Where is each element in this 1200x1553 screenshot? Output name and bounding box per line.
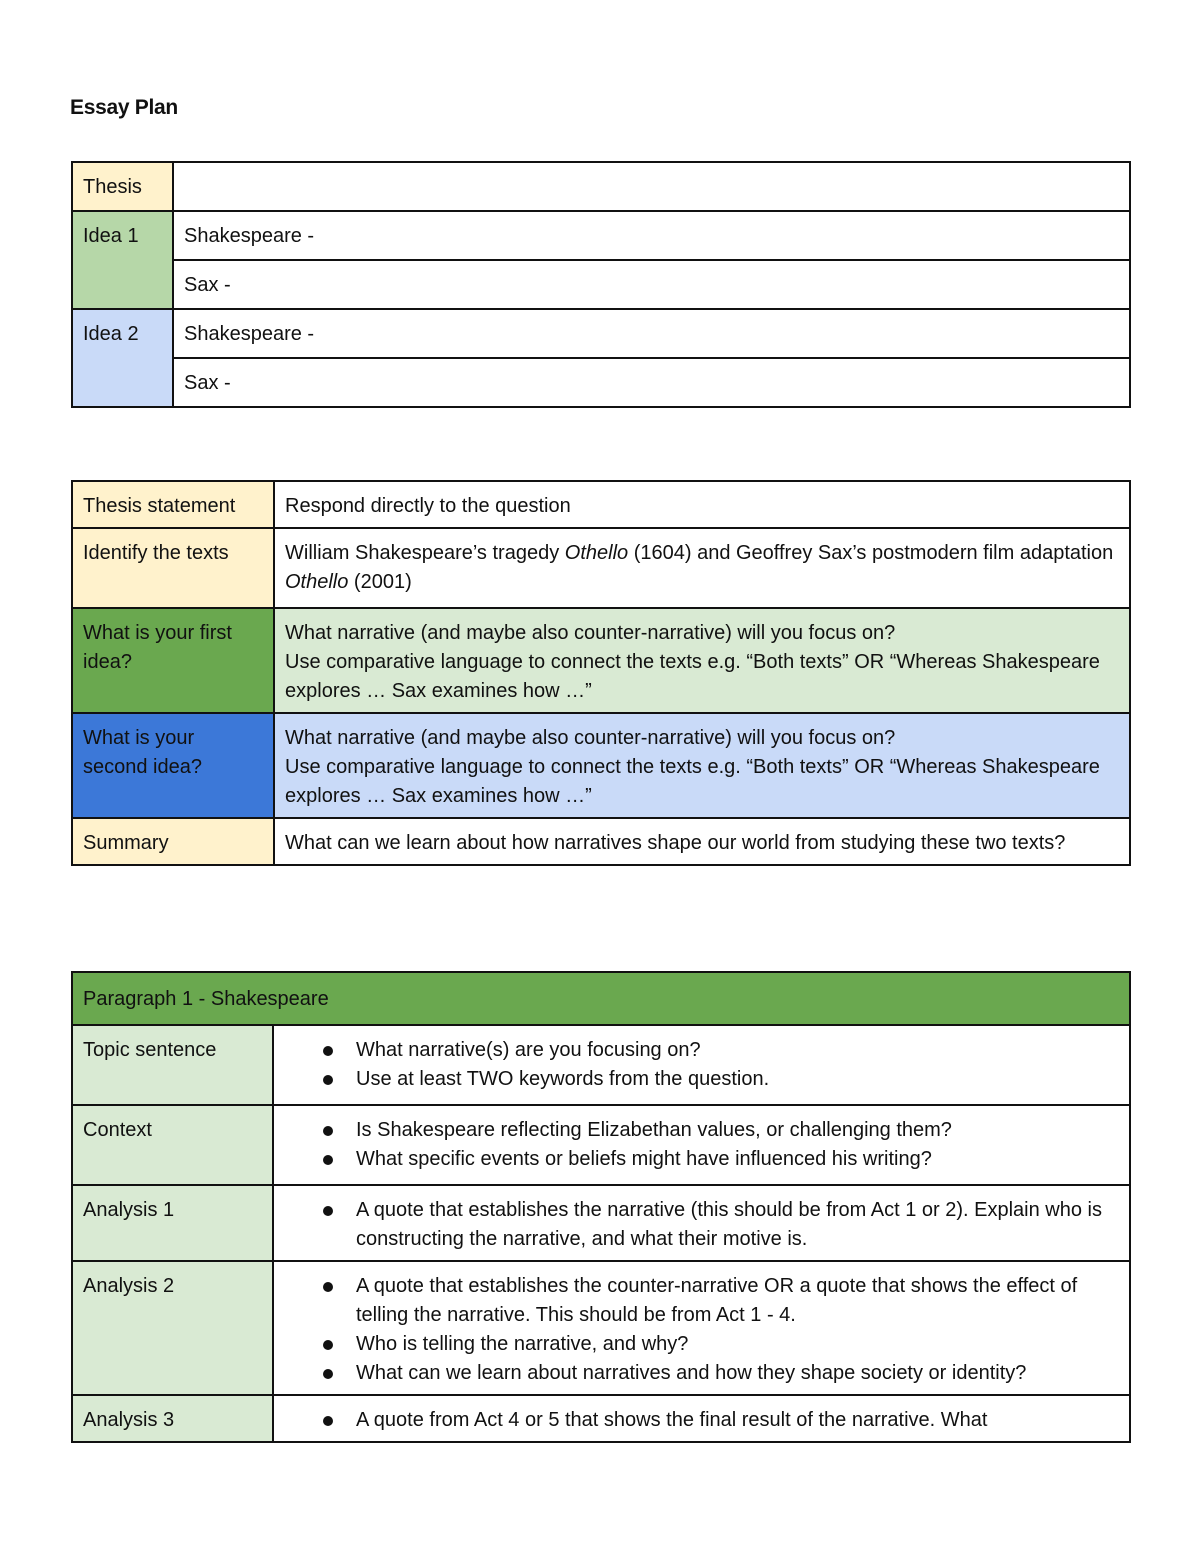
overview-table [71,161,1131,408]
thesis-statement-text: Respond directly to the question [274,481,1130,528]
text-span: William Shakespeare’s tragedy [285,542,565,564]
table-row [72,528,1130,608]
first-idea-line-1: What narrative (and maybe also counter-narrative) will you focus on? [285,622,896,644]
bullet-list [284,1036,1119,1094]
table-row [72,1395,1130,1442]
paragraph-heading-row [72,972,1130,1025]
summary-text: What can we learn about how narratives shape our world from studying these two texts? [274,818,1130,865]
thesis-label: Thesis [72,162,173,211]
paragraph-heading: Paragraph 1 - Shakespeare [72,972,1130,1025]
bullet-list [284,1196,1119,1254]
list-item: What specific events or beliefs might have influenced his writing? [356,1145,1119,1174]
table-row [72,1185,1130,1261]
analysis-3-cell [273,1395,1130,1442]
context-cell [273,1105,1130,1185]
analysis-1-cell [273,1185,1130,1261]
analysis-1-label: Analysis 1 [72,1185,273,1261]
idea2-sax-cell[interactable]: Sax - [173,358,1130,407]
idea2-row-sax [72,358,1130,407]
table-row [72,608,1130,713]
first-idea-line-2: Use comparative language to connect the texts e.g. “Both texts” OR “Whereas Shakespeare explores … Sax examines how …” [285,651,1100,702]
topic-sentence-cell [273,1025,1130,1105]
first-idea-label: What is your first idea? [72,608,274,713]
table-row [72,713,1130,818]
identify-texts-text [274,528,1130,608]
idea1-row-sax [72,260,1130,309]
bullet-list [284,1272,1119,1388]
topic-sentence-label: Topic sentence [72,1025,273,1105]
list-item: What can we learn about narratives and how they shape society or identity? [356,1359,1119,1388]
context-label: Context [72,1105,273,1185]
first-idea-text [274,608,1130,713]
thesis-cell[interactable] [173,162,1130,211]
second-idea-label: What is your second idea? [72,713,274,818]
analysis-2-cell [273,1261,1130,1395]
list-item: Is Shakespeare reflecting Elizabethan values, or challenging them? [356,1116,1119,1145]
list-item: A quote that establishes the narrative (this should be from Act 1 or 2). Explain who is constructing the narrative, and what their motive is. [356,1196,1119,1254]
list-item: Who is telling the narrative, and why? [356,1330,1119,1359]
idea2-label: Idea 2 [72,309,173,407]
table-row [72,818,1130,865]
list-item: A quote from Act 4 or 5 that shows the final result of the narrative. What [356,1406,1119,1435]
idea1-shakespeare-cell[interactable]: Shakespeare - [173,211,1130,260]
analysis-3-label: Analysis 3 [72,1395,273,1442]
bullet-list [284,1116,1119,1174]
table-row [72,481,1130,528]
second-idea-text [274,713,1130,818]
idea1-row-shakespeare [72,211,1130,260]
paragraph-table [71,971,1131,1443]
structure-table [71,480,1131,866]
bullet-list [284,1406,1119,1435]
table-row [72,1105,1130,1185]
idea2-row-shakespeare [72,309,1130,358]
title-othello: Othello [285,571,349,593]
identify-texts-label: Identify the texts [72,528,274,608]
list-item: A quote that establishes the counter-narrative OR a quote that shows the effect of telling the narrative. This should be from Act 1 - 4. [356,1272,1119,1330]
idea1-sax-cell[interactable]: Sax - [173,260,1130,309]
list-item: What narrative(s) are you focusing on? [356,1036,1119,1065]
text-span: (1604) and Geoffrey Sax’s postmodern film adaptation [628,542,1114,564]
text-span: (2001) [348,571,412,593]
table-row [72,1025,1130,1105]
title-othello: Othello [564,542,629,564]
page-title: Essay Plan [70,96,178,119]
summary-label: Summary [72,818,274,865]
idea1-label: Idea 1 [72,211,173,309]
analysis-2-label: Analysis 2 [72,1261,273,1395]
second-idea-line-1: What narrative (and maybe also counter-narrative) will you focus on? [285,727,896,749]
thesis-statement-label: Thesis statement [72,481,274,528]
idea2-shakespeare-cell[interactable]: Shakespeare - [173,309,1130,358]
second-idea-line-2: Use comparative language to connect the texts e.g. “Both texts” OR “Whereas Shakespeare explores … Sax examines how …” [285,756,1100,807]
table-row [72,1261,1130,1395]
list-item: Use at least TWO keywords from the question. [356,1065,1119,1094]
thesis-row [72,162,1130,211]
